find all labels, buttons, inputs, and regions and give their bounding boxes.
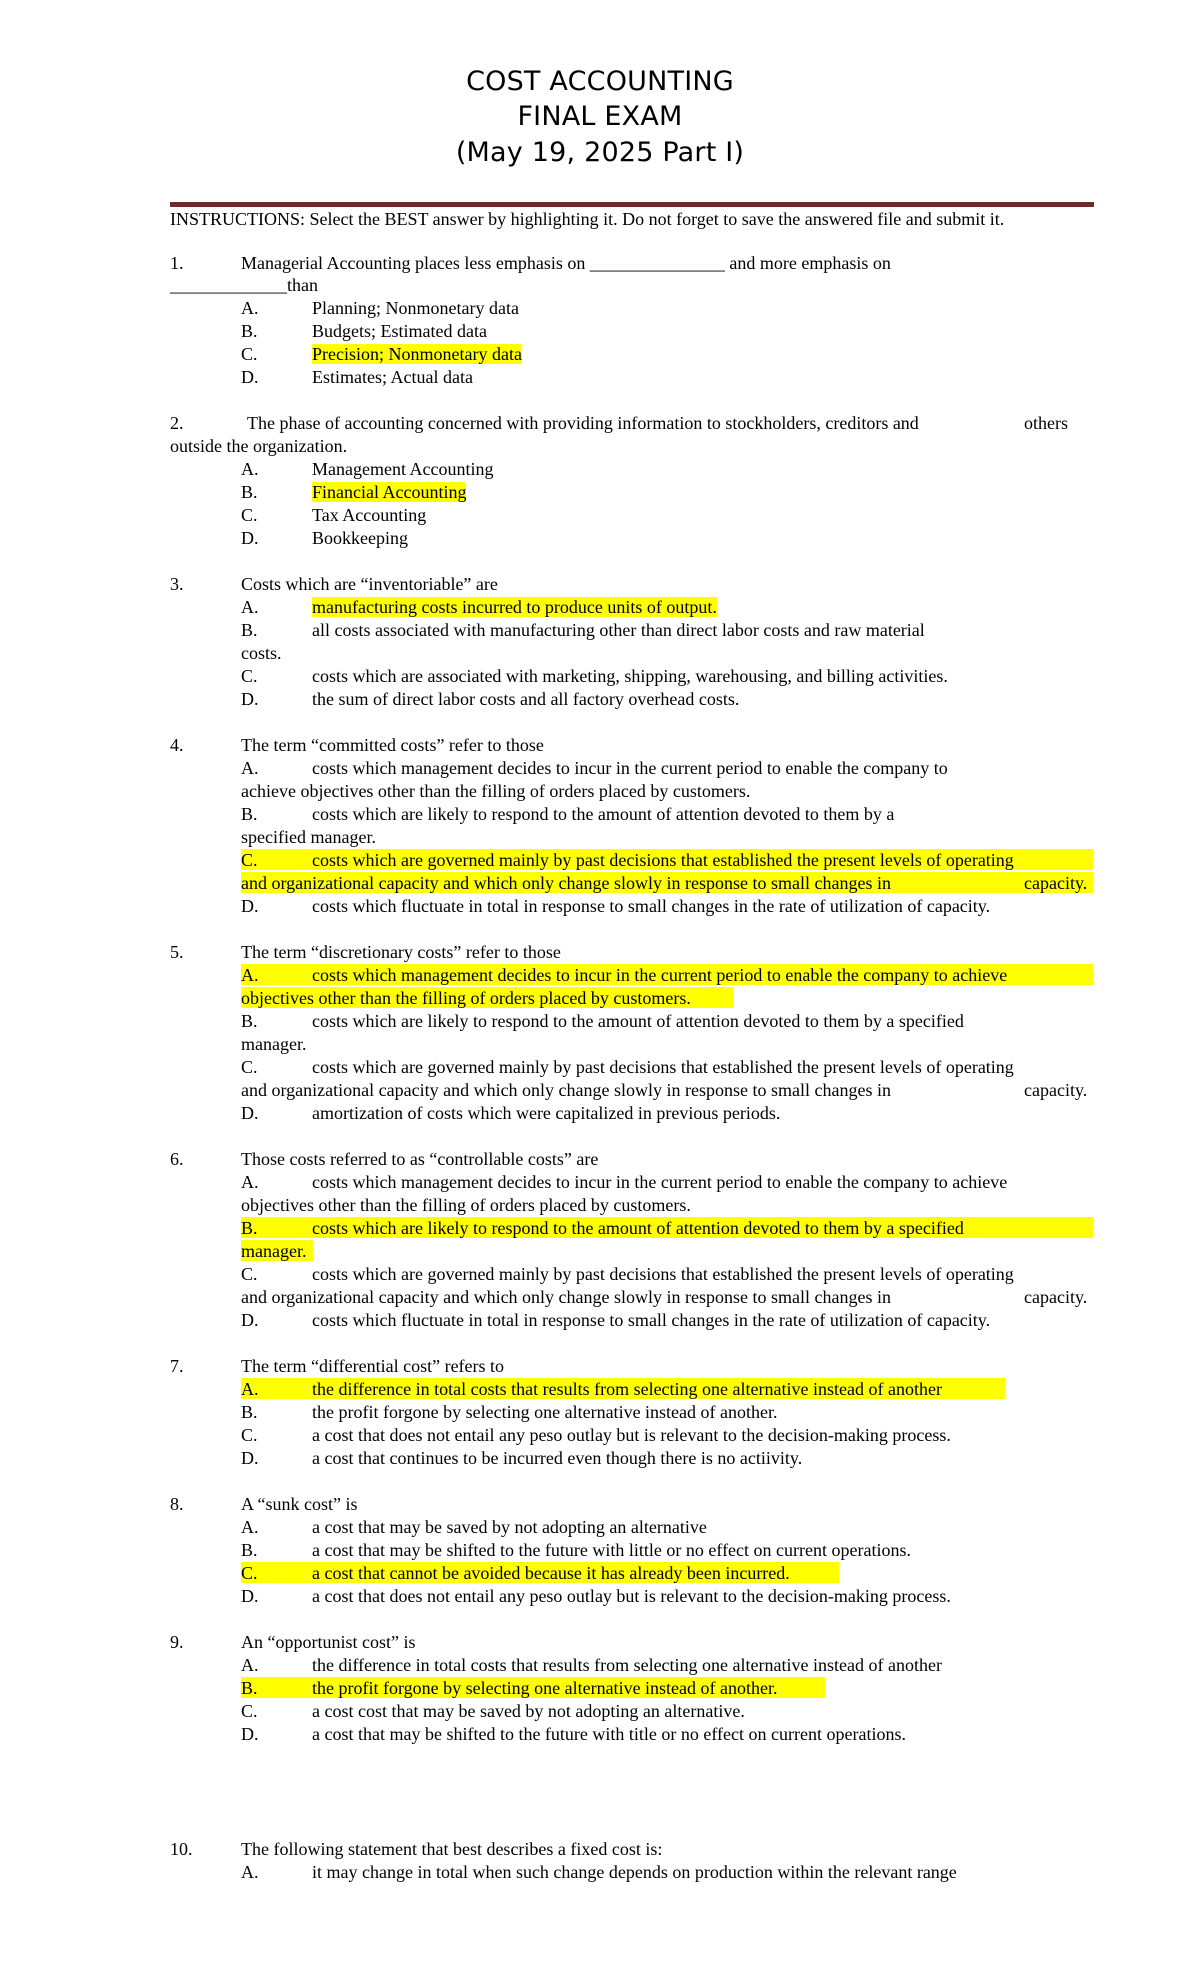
selected-answer-highlight[interactable]: manufacturing costs incurred to produce units of output. <box>312 597 717 617</box>
option-text[interactable]: the sum of direct labor costs and all factory overhead costs. <box>312 689 740 709</box>
question-text-end: others <box>1024 413 1068 433</box>
question-text: An “opportunist cost” is <box>241 1632 416 1652</box>
option-text[interactable]: costs which are likely to respond to the amount of attention devoted to them by a <box>312 804 895 824</box>
option-text-cont[interactable]: manager. <box>241 1034 307 1054</box>
option-text[interactable]: a cost that may be shifted to the future with little or no effect on current operations. <box>312 1540 911 1560</box>
course-title: COST ACCOUNTING <box>466 66 734 97</box>
option-letter[interactable]: A. <box>241 1517 259 1537</box>
option-letter[interactable]: C. <box>241 1264 258 1284</box>
option-letter[interactable]: A. <box>241 758 259 778</box>
option-text[interactable]: costs which are likely to respond to the amount of attention devoted to them by a specified <box>312 1011 964 1031</box>
option-text[interactable]: costs which fluctuate in total in response to small changes in the rate of utilization of capacity. <box>312 896 991 916</box>
option-letter[interactable]: B. <box>241 804 258 824</box>
question-number: 3. <box>170 574 184 594</box>
option-text[interactable]: Tax Accounting <box>312 505 427 525</box>
option-text-selected-end[interactable]: capacity. <box>1024 873 1088 893</box>
option-text-cont[interactable]: and organizational capacity and which only change slowly in response to small changes in <box>241 1080 891 1100</box>
exam-date: (May 19, 2025 Part I) <box>455 137 745 168</box>
question-text: Managerial Accounting places less emphasis on _______________ and more emphasis on <box>241 253 891 273</box>
option-text-selected[interactable] <box>312 481 466 503</box>
question-text: The term “committed costs” refer to those <box>241 735 544 755</box>
option-letter[interactable]: A. <box>241 298 259 318</box>
header-divider <box>170 202 1094 207</box>
question-number: 2. <box>170 413 184 433</box>
selected-answer-highlight[interactable]: Precision; Nonmonetary data <box>312 344 522 364</box>
option-text[interactable]: costs which are governed mainly by past decisions that established the present levels of operating <box>312 1057 1014 1077</box>
option-letter[interactable]: D. <box>241 1310 259 1330</box>
option-text[interactable]: the profit forgone by selecting one alternative instead of another. <box>312 1402 778 1422</box>
option-letter[interactable]: A. <box>241 965 259 985</box>
option-letter[interactable]: C. <box>241 1563 258 1583</box>
option-letter[interactable]: D. <box>241 896 259 916</box>
option-text[interactable]: Management Accounting <box>312 459 494 479</box>
option-text-selected[interactable] <box>312 343 522 365</box>
option-letter[interactable]: D. <box>241 1724 259 1744</box>
question-number: 7. <box>170 1356 184 1376</box>
option-text-selected[interactable]: the difference in total costs that results from selecting one alternative instead of another <box>312 1379 942 1399</box>
option-text[interactable]: costs which fluctuate in total in response to small changes in the rate of utilization of capacity. <box>312 1310 991 1330</box>
question-number: 4. <box>170 735 184 755</box>
option-text-end[interactable]: capacity. <box>1024 1287 1088 1307</box>
question-number: 5. <box>170 942 184 962</box>
option-letter[interactable]: C. <box>241 1701 258 1721</box>
instructions-text: INSTRUCTIONS: Select the BEST answer by highlighting it. Do not forget to save the answered file and submit it. <box>170 209 1005 229</box>
option-text-selected[interactable]: costs which management decides to incur in the current period to enable the company to achieve <box>312 965 1008 985</box>
option-letter[interactable]: D. <box>241 1448 259 1468</box>
option-letter[interactable]: B. <box>241 1218 258 1238</box>
option-text-selected-cont[interactable]: and organizational capacity and which only change slowly in response to small changes in <box>241 873 891 893</box>
option-letter[interactable]: A. <box>241 1379 259 1399</box>
question-number: 9. <box>170 1632 184 1652</box>
option-text[interactable]: Budgets; Estimated data <box>312 321 487 341</box>
question-text: The phase of accounting concerned with providing information to stockholders, creditors and <box>247 413 919 433</box>
option-text-cont[interactable]: costs. <box>241 643 282 663</box>
option-letter[interactable]: B. <box>241 1540 258 1560</box>
option-text[interactable]: a cost that may be saved by not adopting an alternative <box>312 1517 707 1537</box>
question-text: Those costs referred to as “controllable costs” are <box>241 1149 599 1169</box>
option-text[interactable]: Planning; Nonmonetary data <box>312 298 519 318</box>
option-text-selected[interactable]: a cost that cannot be avoided because it has already been incurred. <box>312 1563 790 1583</box>
option-letter[interactable]: D. <box>241 528 259 548</box>
option-letter[interactable]: A. <box>241 1655 259 1675</box>
exam-title: FINAL EXAM <box>517 101 683 132</box>
selected-answer-highlight[interactable]: Financial Accounting <box>312 482 467 502</box>
question-number: 6. <box>170 1149 184 1169</box>
question-number: 1. <box>170 253 184 273</box>
option-text[interactable]: a cost that does not entail any peso outlay but is relevant to the decision-making process. <box>312 1425 951 1445</box>
option-text[interactable]: costs which are associated with marketing, shipping, warehousing, and billing activities. <box>312 666 948 686</box>
question-number: 10. <box>170 1839 193 1859</box>
option-letter[interactable]: B. <box>241 1678 258 1698</box>
option-text-cont[interactable]: specified manager. <box>241 827 376 847</box>
option-text[interactable]: Estimates; Actual data <box>312 367 473 387</box>
question-text: Costs which are “inventoriable” are <box>241 574 498 594</box>
option-text[interactable]: a cost cost that may be saved by not adopting an alternative. <box>312 1701 745 1721</box>
option-text[interactable]: a cost that does not entail any peso outlay but is relevant to the decision-making process. <box>312 1586 951 1606</box>
option-letter[interactable]: A. <box>241 597 259 617</box>
question-text-cont: outside the organization. <box>170 436 348 456</box>
question-text: A “sunk cost” is <box>241 1494 358 1514</box>
option-letter[interactable]: D. <box>241 1586 259 1606</box>
option-letter[interactable]: C. <box>241 505 258 525</box>
option-text[interactable]: the difference in total costs that results from selecting one alternative instead of another <box>312 1655 942 1675</box>
option-text-cont[interactable]: achieve objectives other than the filling of orders placed by customers. <box>241 781 751 801</box>
option-letter[interactable]: D. <box>241 1103 259 1123</box>
option-text-end[interactable]: capacity. <box>1024 1080 1088 1100</box>
option-text-cont[interactable]: objectives other than the filling of orders placed by customers. <box>241 1195 691 1215</box>
option-letter[interactable]: D. <box>241 367 259 387</box>
option-text-selected-cont[interactable]: manager. <box>241 1241 307 1261</box>
option-letter[interactable]: C. <box>241 1057 258 1077</box>
option-text-cont[interactable]: and organizational capacity and which only change slowly in response to small changes in <box>241 1287 891 1307</box>
option-letter[interactable]: D. <box>241 689 259 709</box>
option-text-selected[interactable]: the profit forgone by selecting one alternative instead of another. <box>312 1678 778 1698</box>
option-text[interactable]: costs which management decides to incur in the current period to enable the company to achieve <box>312 1172 1008 1192</box>
option-text[interactable]: a cost that continues to be incurred even though there is no actiivity. <box>312 1448 803 1468</box>
option-text-selected[interactable]: costs which are governed mainly by past decisions that established the present levels of operating <box>312 850 1014 870</box>
option-letter[interactable]: A. <box>241 459 259 479</box>
option-letter[interactable]: B. <box>241 321 258 341</box>
option-letter[interactable]: B. <box>241 482 258 502</box>
option-letter[interactable]: B. <box>241 1011 258 1031</box>
option-text[interactable]: all costs associated with manufacturing other than direct labor costs and raw material <box>312 620 925 640</box>
option-text-selected[interactable] <box>312 596 717 618</box>
option-text[interactable]: amortization of costs which were capitalized in previous periods. <box>312 1103 781 1123</box>
option-letter[interactable]: C. <box>241 666 258 686</box>
question-text-cont: _____________than <box>170 275 318 295</box>
option-text[interactable]: costs which are governed mainly by past decisions that established the present levels of operating <box>312 1264 1014 1284</box>
option-text[interactable]: costs which management decides to incur in the current period to enable the company to <box>312 758 948 778</box>
question-number: 8. <box>170 1494 184 1514</box>
option-text-selected[interactable]: costs which are likely to respond to the amount of attention devoted to them by a specified <box>312 1218 964 1238</box>
question-text: The following statement that best describes a fixed cost is: <box>241 1839 663 1859</box>
option-letter[interactable]: B. <box>241 620 258 640</box>
option-text[interactable]: it may change in total when such change depends on production within the relevant range <box>312 1862 957 1882</box>
option-letter[interactable]: B. <box>241 1402 258 1422</box>
option-letter[interactable]: A. <box>241 1172 259 1192</box>
option-letter[interactable]: C. <box>241 1425 258 1445</box>
option-text[interactable]: Bookkeeping <box>312 528 408 548</box>
option-text-selected-cont[interactable]: objectives other than the filling of orders placed by customers. <box>241 988 691 1008</box>
question-text: The term “discretionary costs” refer to those <box>241 942 561 962</box>
option-letter[interactable]: C. <box>241 344 258 364</box>
option-letter[interactable]: C. <box>241 850 258 870</box>
option-letter[interactable]: A. <box>241 1862 259 1882</box>
question-text: The term “differential cost” refers to <box>241 1356 505 1376</box>
option-text[interactable]: a cost that may be shifted to the future with title or no effect on current operations. <box>312 1724 906 1744</box>
